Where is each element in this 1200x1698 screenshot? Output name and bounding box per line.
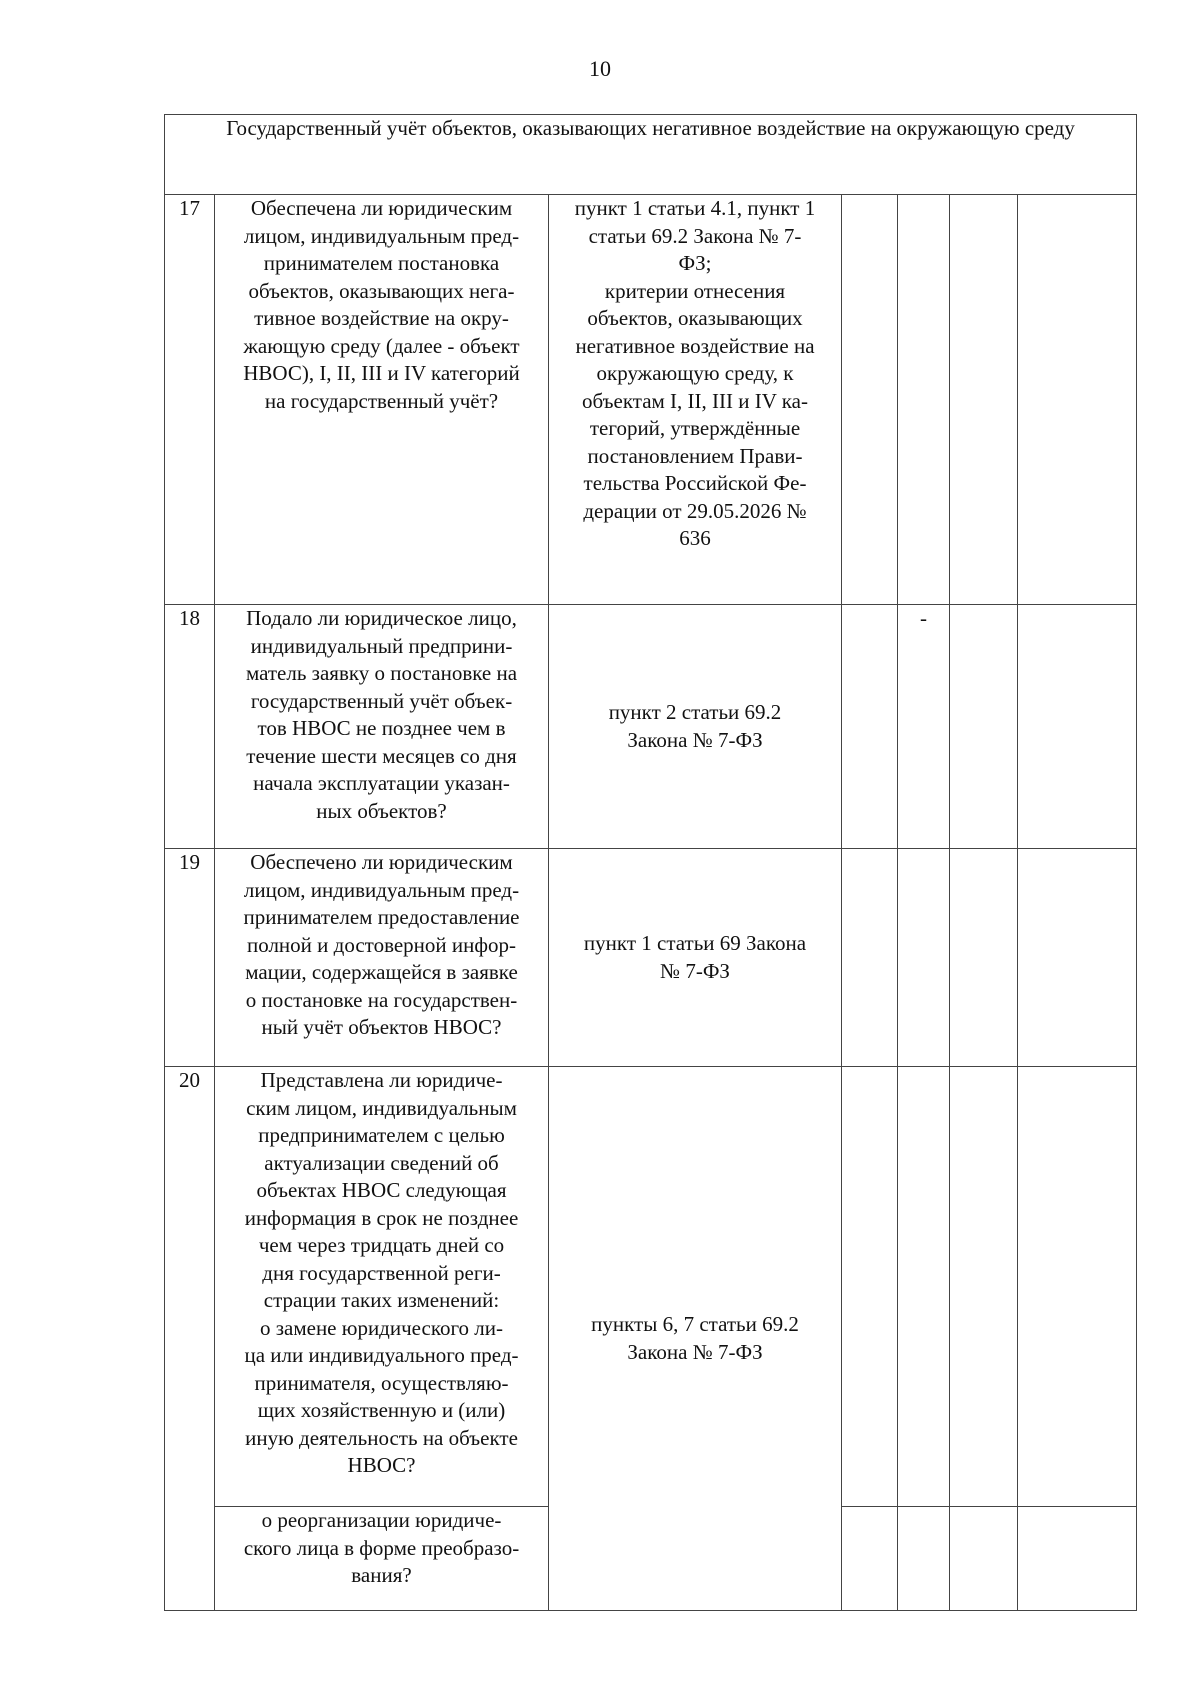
question-line: чем через тридцать дней со [258, 1233, 505, 1257]
reference-line: Закона № 7-ФЗ [627, 1339, 763, 1364]
reference-line: объектам I, II, III и IV ка- [582, 388, 808, 413]
question-line: НВОС? [347, 1453, 416, 1477]
reference-line: критерии отнесения [604, 278, 786, 303]
reference-line: Закона № 7-ФЗ [627, 727, 763, 752]
reference-line: пункт 1 статьи 69 Закона [583, 931, 807, 955]
question-line: индивидуальный предприни- [250, 633, 513, 658]
question-line: течение шести месяцев со дня [246, 743, 517, 768]
question-line: о замене юридического ли- [259, 1315, 504, 1340]
question-line: матель заявку о постановке на [245, 661, 518, 685]
question-line: объектов, оказывающих нега- [248, 278, 515, 303]
question-cell [215, 849, 549, 1067]
answer-cell[interactable] [898, 1067, 950, 1507]
question-line: дня государственной реги- [262, 1260, 501, 1285]
answer-cell[interactable] [842, 1067, 898, 1507]
row-number: 20 [165, 1067, 215, 1611]
question-cell [215, 1067, 549, 1507]
answer-cell[interactable] [898, 849, 950, 1067]
question-line: ца или индивидуального пред- [244, 1343, 519, 1367]
answer-cell[interactable] [842, 605, 898, 849]
question-line: тов НВОС не позднее чем в [257, 716, 506, 740]
question-line: Представлена ли юридиче- [260, 1068, 503, 1092]
row-number: 19 [165, 849, 215, 1067]
reference-line: тельства Российской Фе- [583, 471, 807, 495]
question-line: объектах НВОС следующая [256, 1178, 507, 1202]
question-line: о реорганизации юридиче- [261, 1508, 502, 1532]
question-line: Обеспечена ли юридическим [250, 196, 513, 220]
answer-cell[interactable] [950, 849, 1018, 1067]
question-line: ных объектов? [316, 798, 447, 823]
reference-line: пункт 1 статьи 4.1, пункт 1 [574, 196, 816, 220]
sub-question-cell [215, 1507, 549, 1611]
reference-line: статьи 69.2 Закона № 7- [588, 223, 802, 248]
question-line: актуализации сведений об [264, 1150, 499, 1175]
reference-cell [549, 605, 842, 849]
answer-cell[interactable] [1018, 1067, 1137, 1507]
table-row [165, 605, 1137, 849]
row-number: 17 [165, 195, 215, 605]
page-number: 10 [589, 56, 611, 81]
answer-cell[interactable] [898, 1507, 950, 1611]
answer-cell[interactable] [950, 1507, 1018, 1611]
question-line: иную деятельность на объекте [245, 1425, 518, 1450]
question-line: Подало ли юридическое лицо, [246, 606, 517, 630]
question-line: ный учёт объектов НВОС? [261, 1015, 502, 1039]
answer-cell[interactable] [842, 195, 898, 605]
table-row [165, 195, 1137, 605]
reference-cell [549, 849, 842, 1067]
answer-cell[interactable] [950, 1067, 1018, 1507]
question-line: мации, содержащейся в заявке [245, 960, 518, 984]
question-line: информация в срок не позднее [244, 1205, 519, 1230]
table-row [165, 849, 1137, 1067]
question-line: лицом, индивидуальным пред- [243, 877, 520, 902]
question-cell [215, 195, 549, 605]
answer-cell[interactable] [1018, 195, 1137, 605]
reference-line: ФЗ; [678, 251, 712, 275]
question-cell [215, 605, 549, 849]
question-line: щих хозяйственную и (или) [257, 1398, 506, 1422]
reference-line: постановлением Прави- [587, 443, 803, 468]
reference-cell [549, 1067, 842, 1611]
question-line: ским лицом, индивидуальным [246, 1095, 517, 1120]
question-line: НВОС), I, II, III и IV категорий [243, 361, 520, 385]
section-header-row [165, 115, 1137, 195]
answer-cell[interactable] [950, 605, 1018, 849]
row-number: 18 [165, 605, 215, 849]
answer-cell[interactable] [842, 1507, 898, 1611]
question-line: тивное воздействие на окру- [254, 306, 509, 330]
question-line: принимателем постановка [263, 251, 500, 275]
answer-cell[interactable] [842, 849, 898, 1067]
reference-line: дерации от 29.05.2026 № [583, 498, 807, 523]
question-line: о постановке на государствен- [245, 987, 518, 1012]
question-line: лицом, индивидуальным пред- [243, 223, 520, 248]
reference-cell [549, 195, 842, 605]
table-row [165, 1067, 1137, 1507]
reference-line: пункт 2 статьи 69.2 [608, 700, 782, 724]
question-line: начала эксплуатации указан- [253, 771, 510, 795]
question-line: государственный учёт объек- [250, 688, 513, 713]
question-line: страции таких изменений: [263, 1288, 500, 1312]
question-line: жающую среду (далее - объект [243, 333, 520, 358]
checklist-table [164, 114, 1137, 1611]
answer-cell[interactable] [1018, 849, 1137, 1067]
question-line: на государственный учёт? [264, 388, 499, 413]
question-line: принимателя, осуществляю- [254, 1370, 509, 1395]
question-line: Обеспечено ли юридическим [250, 850, 513, 874]
question-line: полной и достоверной инфор- [246, 932, 516, 957]
question-line: принимателем предоставление [243, 905, 520, 929]
section-header: Государственный учёт объектов, оказывающих негативное воздействие на окружающую среду [165, 115, 1137, 195]
reference-line: негативное воздействие на [575, 333, 815, 358]
reference-line: пункты 6, 7 статьи 69.2 [591, 1312, 799, 1336]
reference-line: № 7-ФЗ [660, 958, 730, 983]
question-line: ского лица в форме преобразо- [243, 1535, 520, 1560]
reference-line: окружающую среду, к [596, 361, 794, 385]
reference-line: тегорий, утверждённые [589, 416, 801, 440]
answer-cell[interactable] [1018, 605, 1137, 849]
answer-cell[interactable] [1018, 1507, 1137, 1611]
reference-line: 636 [679, 526, 711, 550]
reference-line: объектов, оказывающих [587, 306, 803, 330]
question-line: предпринимателем с целью [258, 1123, 505, 1147]
answer-cell[interactable] [950, 195, 1018, 605]
answer-cell[interactable]: - [898, 605, 950, 849]
answer-cell[interactable] [898, 195, 950, 605]
question-line: вания? [351, 1563, 412, 1587]
